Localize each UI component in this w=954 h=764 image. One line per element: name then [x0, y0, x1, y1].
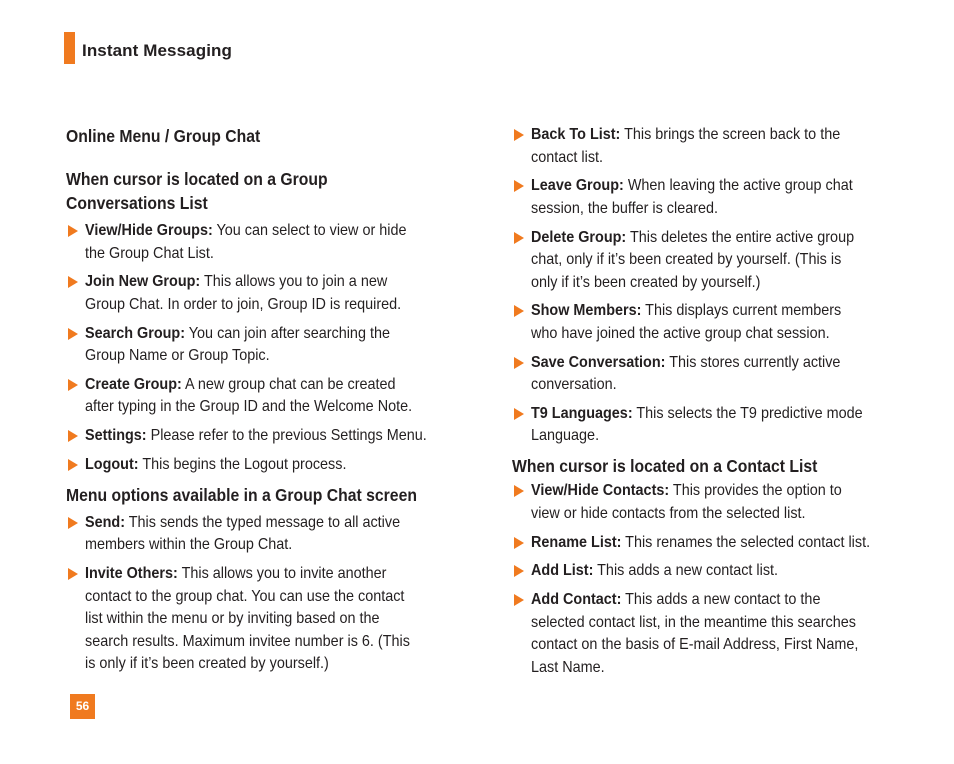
- triangle-bullet-icon: [68, 430, 78, 442]
- triangle-bullet-icon: [514, 129, 524, 141]
- triangle-bullet-icon: [68, 517, 78, 529]
- item-label: View/Hide Groups:: [85, 222, 213, 239]
- section-title: Online Menu / Group Chat: [66, 126, 261, 146]
- subsection-title-line: Conversations List: [66, 193, 208, 213]
- item-text: after typing in the Group ID and the Welcome Note.: [85, 398, 413, 416]
- list-item: [512, 175, 912, 220]
- item-text: This displays current members: [641, 302, 842, 320]
- item-text: This allows you to join a new: [200, 273, 388, 291]
- item-label: Delete Group:: [531, 228, 627, 246]
- list-item: [512, 403, 912, 448]
- triangle-bullet-icon: [514, 232, 524, 244]
- item-label: Search Group:: [85, 324, 186, 342]
- item-text: This allows you to invite another: [177, 565, 387, 583]
- triangle-bullet-icon: [68, 225, 78, 237]
- triangle-bullet-icon: [514, 408, 524, 420]
- list-item: [66, 374, 466, 419]
- subsection-title-group-list: [66, 167, 354, 215]
- item-text: only if it’s been created by yourself.): [531, 273, 761, 291]
- item-text: Please refer to the previous Settings Menu.: [146, 427, 427, 445]
- list-item: [66, 512, 466, 557]
- triangle-bullet-icon: [68, 328, 78, 340]
- item-text: selected contact list, in the meantime this searches: [531, 613, 856, 631]
- list-item: [66, 425, 466, 448]
- item-text: chat, only if it’s been created by yourself. (This is: [531, 251, 842, 269]
- item-text: Group Name or Group Topic.: [85, 347, 270, 365]
- subsection-title-line: When cursor is located on a Group: [66, 169, 328, 189]
- item-label: Rename List:: [531, 533, 622, 551]
- triangle-bullet-icon: [68, 568, 78, 580]
- item-label: Show Members:: [531, 302, 642, 320]
- subsection-title-contact-list: When cursor is located on a Contact List: [512, 456, 818, 477]
- triangle-bullet-icon: [514, 537, 524, 549]
- item-label: Join New Group:: [85, 273, 201, 291]
- item-text: This deletes the entire active group: [626, 228, 855, 246]
- triangle-bullet-icon: [514, 305, 524, 317]
- item-label: Settings:: [85, 427, 147, 445]
- item-text: This selects the T9 predictive mode: [632, 404, 863, 422]
- item-label: Back To List:: [531, 126, 621, 143]
- item-text: This stores currently active: [665, 353, 841, 371]
- list-item: [512, 532, 912, 555]
- list-item: [66, 563, 466, 676]
- list-item: [512, 124, 912, 169]
- group-chat-options: [66, 512, 466, 676]
- item-text: This sends the typed message to all active: [125, 513, 401, 531]
- list-item: [66, 271, 466, 316]
- item-label: Leave Group:: [531, 177, 624, 195]
- list-item: [66, 220, 466, 265]
- item-text: is only if it’s been created by yourself.): [85, 655, 329, 673]
- item-label: View/Hide Contacts:: [531, 482, 670, 500]
- header-accent-bar: [64, 32, 75, 64]
- item-text: This brings the screen back to the: [620, 126, 841, 143]
- item-text: contact to the group chat. You can use the contact: [85, 587, 405, 605]
- triangle-bullet-icon: [68, 459, 78, 471]
- triangle-bullet-icon: [68, 379, 78, 391]
- list-item: [512, 480, 912, 525]
- list-item: [512, 352, 912, 397]
- triangle-bullet-icon: [68, 276, 78, 288]
- triangle-bullet-icon: [514, 180, 524, 192]
- item-text: This begins the Logout process.: [138, 455, 347, 473]
- list-item: [512, 560, 912, 583]
- item-text: contact list.: [531, 148, 604, 166]
- item-text: Group Chat. In order to join, Group ID is required.: [85, 295, 402, 313]
- item-text: contact on the basis of E-mail Address, First Name,: [531, 636, 859, 654]
- group-list-options: [66, 220, 466, 476]
- item-label: Add List:: [531, 562, 594, 580]
- list-item: [66, 323, 466, 368]
- item-text: This renames the selected contact list.: [621, 533, 871, 551]
- item-text: view or hide contacts from the selected list.: [531, 504, 806, 522]
- right-column: [512, 124, 912, 685]
- list-item: [512, 300, 912, 345]
- item-text: the Group Chat List.: [85, 244, 214, 262]
- triangle-bullet-icon: [514, 594, 524, 606]
- item-text: You can join after searching the: [185, 324, 390, 342]
- item-label: Add Contact:: [531, 591, 622, 609]
- header-title: Instant Messaging: [82, 41, 233, 60]
- item-text: who have joined the active group chat session.: [531, 324, 830, 342]
- item-text: Language.: [531, 427, 600, 445]
- item-text: This provides the option to: [669, 482, 842, 500]
- item-text: Last Name.: [531, 658, 605, 676]
- left-column: [66, 124, 466, 682]
- item-label: Save Conversation:: [531, 353, 666, 371]
- item-text: A new group chat can be created: [181, 375, 396, 393]
- triangle-bullet-icon: [514, 485, 524, 497]
- item-text: session, the buffer is cleared.: [531, 199, 719, 217]
- page-number: 56: [70, 694, 95, 719]
- list-item: [66, 454, 466, 477]
- item-text: When leaving the active group chat: [623, 177, 853, 195]
- item-label: Logout:: [85, 455, 139, 473]
- item-text: conversation.: [531, 376, 617, 394]
- item-label: Send:: [85, 513, 126, 531]
- item-text: search results. Maximum invitee number is 6. (This: [85, 632, 410, 650]
- item-text: list within the menu or by inviting based on the: [85, 610, 380, 628]
- triangle-bullet-icon: [514, 565, 524, 577]
- list-item: [512, 589, 912, 679]
- item-text: This adds a new contact to the: [621, 591, 821, 609]
- item-label: T9 Languages:: [531, 404, 633, 422]
- item-text: This adds a new contact list.: [593, 562, 779, 580]
- subsection-title-group-chat: Menu options available in a Group Chat screen: [66, 484, 417, 505]
- item-text: You can select to view or hide: [212, 222, 407, 239]
- group-chat-options-continued: [512, 124, 912, 448]
- item-label: Create Group:: [85, 375, 182, 393]
- item-text: members within the Group Chat.: [85, 536, 293, 554]
- contact-list-options: [512, 480, 912, 679]
- list-item: [512, 227, 912, 295]
- item-label: Invite Others:: [85, 565, 178, 583]
- triangle-bullet-icon: [514, 357, 524, 369]
